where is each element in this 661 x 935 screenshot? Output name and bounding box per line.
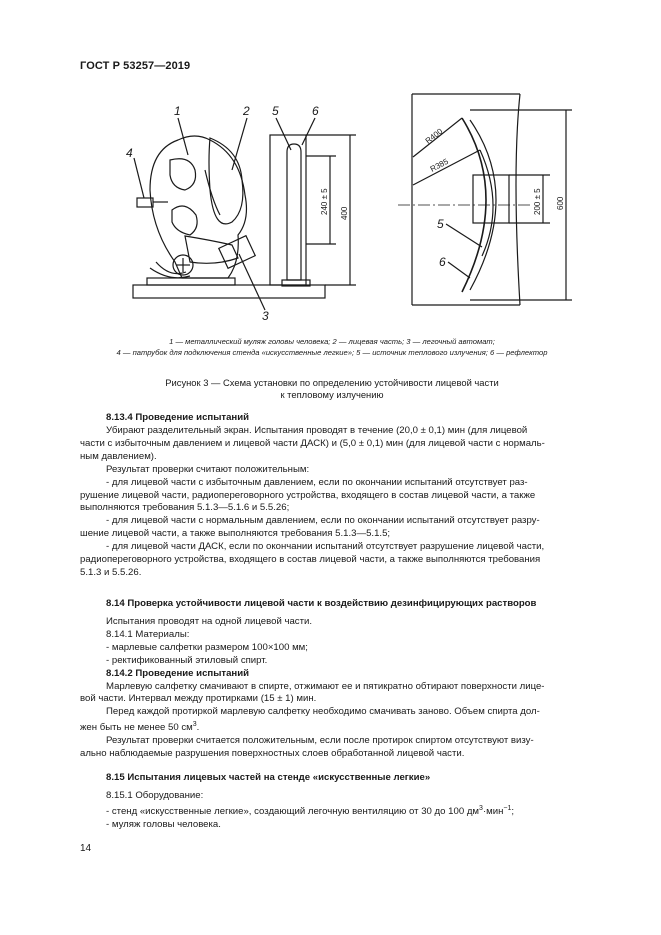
- paragraph: Перед каждой протиркой марлевую салфетку необходимо смачивать заново. Объем спирта дол-: [106, 706, 540, 718]
- list-item: [80, 803, 587, 819]
- dim-240: 240 ± 5: [320, 188, 329, 215]
- radius-400: R400: [423, 126, 445, 146]
- paragraph: 8.14.1 Материалы:: [106, 628, 190, 640]
- paragraph: Испытания проводят на одной лицевой части.: [106, 616, 313, 627]
- dim-400: 400: [340, 206, 349, 220]
- dim-200: 200 ± 5: [533, 188, 542, 215]
- section-8-15-body: [80, 790, 587, 832]
- text-run: .: [196, 722, 200, 734]
- lung-valve: [219, 236, 255, 269]
- figure-legend-line-1: 1 — металлический муляж головы человека; 2 — лицевая часть; 3 — легочный автомат;: [169, 337, 495, 346]
- heading-8-14: 8.14 Проверка устойчивости лицевой части к воздействию дезинфицирующих растворов: [106, 598, 537, 609]
- heat-source-side: [287, 144, 301, 280]
- paragraph-cont: [80, 719, 587, 735]
- label-4: 4: [126, 146, 133, 160]
- superscript: 3: [479, 804, 483, 812]
- paragraph-cont: рушение лицевой части, радиопереговорного устройства, входящего в состав лицевой части, а также: [80, 489, 536, 501]
- dim-600: 600: [556, 196, 565, 210]
- paragraph-cont: шение лицевой части, а также выполняются требования 5.1.3—5.1.5;: [80, 528, 391, 540]
- list-item: - муляж головы человека.: [106, 819, 221, 830]
- list-item: - ректификованный этиловый спирт.: [106, 654, 268, 666]
- radius-385: R385: [428, 156, 450, 174]
- document-header: ГОСТ Р 53257—2019: [80, 60, 191, 72]
- paragraph-cont: радиопереговорного устройства, входящего в состав лицевой части, а также выполняются требования: [80, 554, 541, 566]
- paragraph-cont: вой части. Интервал между протирками (15 ± 1) мин.: [80, 693, 317, 705]
- heading-8-15: 8.15 Испытания лицевых частей на стенде «искусственные легкие»: [106, 772, 431, 783]
- head-dummy: [150, 136, 246, 278]
- text-run: ·мин: [482, 806, 504, 818]
- superscript: 3: [192, 721, 197, 729]
- label-6: 6: [312, 104, 319, 118]
- list-item: - марлевые салфетки размером 100×100 мм;: [106, 641, 308, 653]
- label-1: 1: [174, 104, 181, 118]
- paragraph: 8.15.1 Оборудование:: [106, 790, 204, 801]
- figure-caption-line-1: Рисунок 3 — Схема установки по определению устойчивости лицевой части: [165, 377, 499, 388]
- text-run: ;: [511, 806, 515, 818]
- paragraph: Марлевую салфетку смачивают в спирте, отжимают ее и пятикратно обтирают поверхности лице-: [106, 680, 545, 692]
- paragraph-cont: выполняются требования 5.1.3—5.1.6 и 5.5.26;: [80, 502, 290, 514]
- label-2: 2: [243, 104, 250, 118]
- heading-8-13-4: 8.13.4 Проведение испытаний: [106, 412, 250, 423]
- text-run: жен быть не менее 50 см: [80, 722, 193, 734]
- head-stand: [147, 278, 235, 285]
- paragraph-cont: ным давлением).: [80, 450, 157, 462]
- page-number: 14: [80, 843, 92, 854]
- subheading-8-14-2: 8.14.2 Проведение испытаний: [106, 667, 250, 679]
- paragraph: Результат проверки считается положительным, если после протирок спиртом отсутствуют визу-: [106, 735, 534, 747]
- label-6-right: 6: [439, 255, 446, 269]
- figure-caption-line-2: к тепловому излучению: [280, 389, 384, 400]
- text-run: - стенд «искусственные легкие», создающий легочную вентиляцию от 30 до 100 дм: [106, 806, 480, 818]
- paragraph-cont: части с избыточным давлением и лицевой части ДАСК) и (5,0 ± 0,1) мин (для лицевой части с нормаль-: [80, 437, 545, 449]
- list-item: - для лицевой части с избыточным давлением, если по окончании испытаний отсутствует раз-: [106, 476, 528, 488]
- paragraph: Результат проверки считают положительным:: [106, 463, 310, 475]
- section-8-13-4-body: [80, 425, 587, 580]
- label-5-right: 5: [437, 217, 444, 231]
- list-item: - для лицевой части с нормальным давлением, если по окончании испытаний отсутствует разру-: [106, 515, 540, 527]
- section-8-14-body: [80, 616, 587, 761]
- paragraph-cont: 5.1.3 и 5.5.26.: [80, 566, 142, 578]
- paragraph-cont: ально наблюдаемые разрушения поверхностных слоев обработанной лицевой части.: [80, 748, 465, 760]
- base-plate: [133, 285, 325, 298]
- label-3: 3: [262, 309, 269, 323]
- superscript: −1: [503, 804, 512, 812]
- list-item: - для лицевой части ДАСК, если по окончании испытаний отсутствует разрушение лицевой части,: [106, 541, 545, 553]
- label-5: 5: [272, 104, 279, 118]
- figure-3-diagram: [0, 0, 661, 340]
- figure-legend-line-2: 4 — патрубок для подключения стенда «искусственные легкие»; 5 — источник теплового излучения; 6 — рефлектор: [116, 348, 548, 357]
- paragraph: Убирают разделительный экран. Испытания проводят в течение (20,0 ± 0,1) мин (для лицевой: [106, 425, 528, 436]
